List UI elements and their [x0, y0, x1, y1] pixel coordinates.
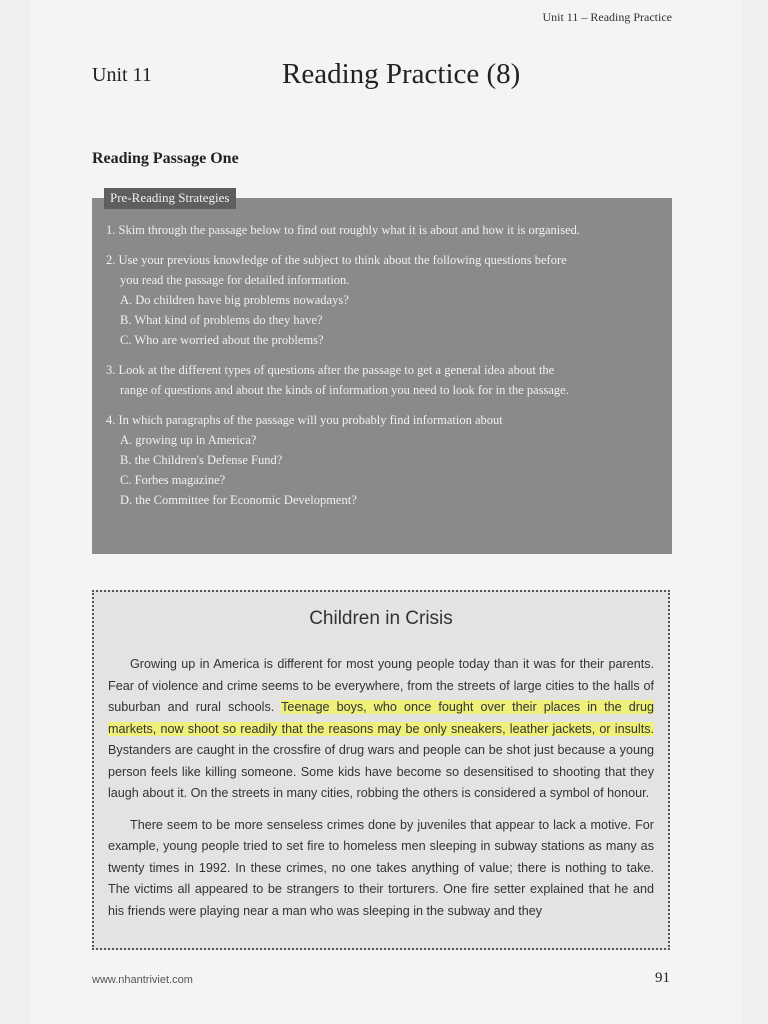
strategy-item-2-sub-c: C. Who are worried about the problems?: [120, 333, 324, 347]
strategy-item-2-text: 2. Use your previous knowledge of the subject to think about the following questions before: [106, 253, 567, 267]
strategy-item-4: [106, 410, 662, 510]
passage-paragraph-1: [108, 654, 654, 805]
strategy-item-3-text: 3. Look at the different types of questions after the passage to get a general idea about the: [106, 363, 555, 377]
strategy-item-4-sub-a: A. growing up in America?: [120, 433, 257, 447]
strategy-item-1: [106, 220, 662, 240]
strategy-item-4-sub-d: D. the Committee for Economic Development?: [120, 493, 357, 507]
highlighted-text: Teenage boys, who once fought over their places in the drug markets, now shoot so readily that the reasons may be only sneakers, leather jackets, or insults.: [108, 700, 654, 736]
strategy-list: [106, 220, 662, 520]
strategy-item-2: [106, 250, 662, 350]
passage-box: [92, 590, 670, 950]
page-title: Reading Practice (8): [282, 58, 521, 90]
page-number: 91: [655, 970, 670, 986]
pre-reading-strategies-tab: Pre-Reading Strategies: [104, 188, 236, 209]
section-title: Reading Passage One: [92, 150, 239, 167]
paragraph-1-start: Growing up in America is different for most young people today than it was for their parents. Fear of violence and crime seems to be everywhere, from the streets of large cities to the halls of suburban and rural schools.: [108, 657, 654, 714]
passage-title: Children in Crisis: [309, 608, 453, 629]
running-head: Unit 11 – Reading Practice: [542, 10, 672, 24]
strategy-item-4-sub-b: B. the Children's Defense Fund?: [120, 453, 283, 467]
unit-label: Unit 11: [92, 64, 152, 86]
strategy-item-2-sub-b: B. What kind of problems do they have?: [120, 313, 323, 327]
strategy-item-3: [106, 360, 662, 400]
strategy-item-2-continuation: you read the passage for detailed information.: [120, 273, 350, 287]
passage-body: [108, 654, 654, 932]
footer-url: www.nhantriviet.com: [92, 974, 193, 986]
passage-paragraph-2: There seem to be more senseless crimes done by juveniles that appear to lack a motive. For example, young people tried to set fire to homeless men sleeping in subway stations as many as twenty times in 1992. In these crimes, no one takes anything of value; there is nothing to take. The victims all appeared to be strangers to their torturers. One fire setter explained that he and his friends were playing near a man who was sleeping in the subway and they: [108, 817, 654, 918]
strategy-item-3-continuation: range of questions and about the kinds of information you need to look for in the passage.: [120, 383, 569, 397]
paragraph-1-end: Bystanders are caught in the crossfire of drug wars and people can be shot just because a young person feels like killing someone. Some kids have become so desensitised to shooting that they laugh about it. On the streets in many cities, robbing the others is considered a symbol of honour.: [108, 743, 654, 800]
strategy-item-2-sub-a: A. Do children have big problems nowadays?: [120, 293, 349, 307]
strategy-item-4-text: 4. In which paragraphs of the passage will you probably find information about: [106, 413, 503, 427]
strategy-item-4-sub-c: C. Forbes magazine?: [120, 473, 226, 487]
strategy-item-1-text: 1. Skim through the passage below to find out roughly what it is about and how it is organised.: [106, 223, 581, 237]
